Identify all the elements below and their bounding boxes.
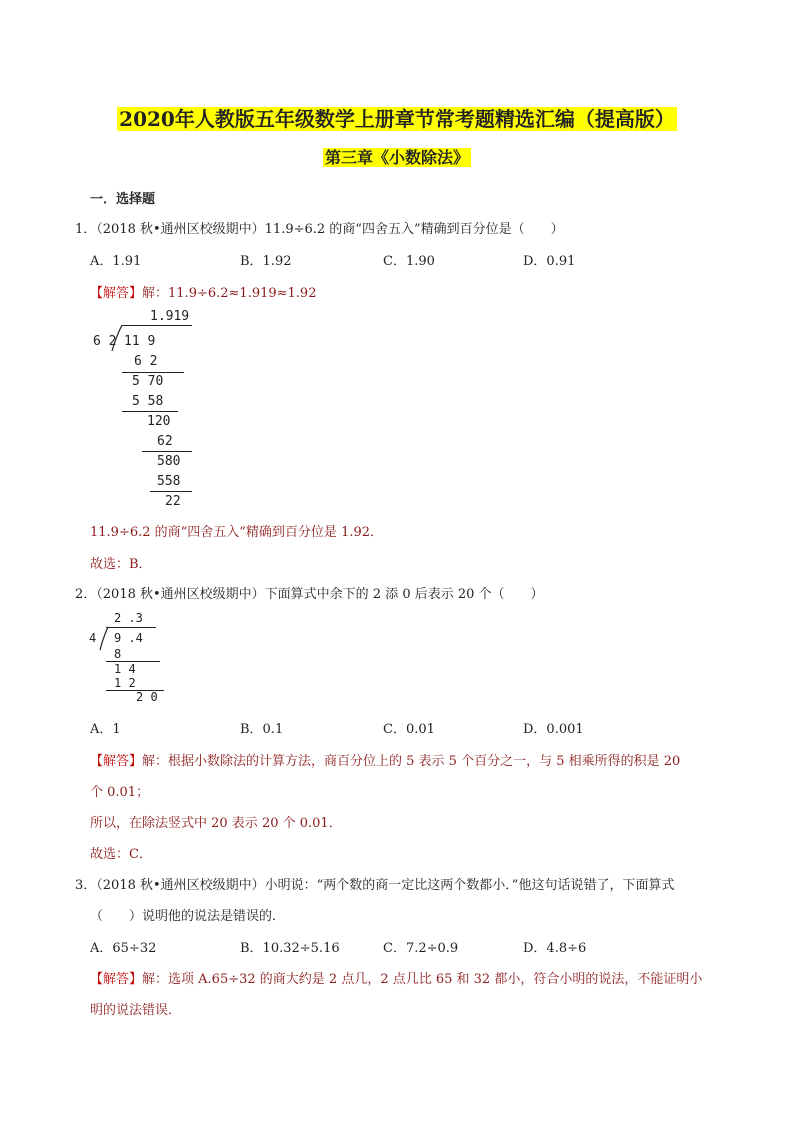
q1-conclusion: 11.9÷6.2 的商“四舍五入”精确到百分位是 1.92． bbox=[90, 525, 384, 540]
q1-division-step-2: 5 70 bbox=[132, 374, 164, 389]
q3-answer-line-2: 明的说法错误． bbox=[90, 1003, 182, 1018]
q1-division-step-8: 22 bbox=[165, 494, 181, 509]
q2-division-bracket bbox=[96, 624, 112, 652]
question-3-stem-line-1: 3．（2018 秋•通州区校级期中）小明说：“两个数的商一定比这两个数都小．”他这句话说错了，下面算式 bbox=[75, 878, 675, 893]
q1-division-step-6: 580 bbox=[157, 454, 181, 469]
q3-option-b: B．10.32÷5.16 bbox=[240, 941, 340, 956]
section-heading: 一．选择题 bbox=[90, 192, 156, 207]
q1-division-rule-2 bbox=[122, 411, 178, 412]
q2-answer-text: 解：根据小数除法的计算方法，商百分位上的 5 表示 5 个百分之一，与 5 相乘所得的积是 20 bbox=[142, 754, 681, 769]
q2-division-step-3: 1 2 bbox=[114, 676, 136, 690]
q3-answer-text: 解：选项 A.65÷32 的商大约是 2 点几，2 点几比 65 和 32 都小，符合小明的说法，不能证明小 bbox=[142, 972, 703, 987]
q2-answer-tag: 【解答】 bbox=[90, 754, 143, 769]
q1-division-step-4: 120 bbox=[147, 414, 171, 429]
q1-option-b: B．1.92 bbox=[240, 254, 292, 269]
q2-answer-line-2: 个 0.01； bbox=[90, 785, 150, 800]
q1-division-rule-3 bbox=[142, 451, 192, 452]
q2-choice: 故选：C． bbox=[90, 847, 152, 862]
q1-division-step-5: 62 bbox=[157, 434, 173, 449]
q3-option-a: A．65÷32 bbox=[90, 941, 157, 956]
question-2-stem: 2．（2018 秋•通州区校级期中）下面算式中余下的 2 添 0 后表示 20 个（ ） bbox=[75, 587, 544, 602]
q3-option-d: D．4.8÷6 bbox=[523, 941, 587, 956]
q2-division-dividend: 9 .4 bbox=[114, 631, 143, 645]
q2-option-c: C．0.01 bbox=[383, 722, 435, 737]
q2-option-b: B．0.1 bbox=[240, 722, 284, 737]
q1-division-quotient: 1.919 bbox=[150, 309, 190, 324]
q3-answer-line-1 bbox=[90, 968, 702, 987]
document-title-text: 2020年人教版五年级数学上册章节常考题精选汇编（提高版） bbox=[119, 107, 675, 131]
q2-option-d: D．0.001 bbox=[523, 722, 584, 737]
q2-division-divisor: 4 bbox=[89, 631, 97, 645]
q1-division-rule-1 bbox=[122, 372, 184, 373]
q2-division-step-4: 2 0 bbox=[136, 690, 158, 704]
q1-option-a: A．1.91 bbox=[90, 254, 142, 269]
q1-division-step-7: 558 bbox=[157, 474, 181, 489]
q2-answer-line-1 bbox=[90, 750, 680, 769]
q2-division-step-2: 1 4 bbox=[114, 662, 136, 676]
q1-division-top-line bbox=[122, 325, 192, 326]
q2-division-step-1: 8 bbox=[114, 647, 122, 661]
chapter-title bbox=[0, 145, 794, 168]
q1-division-dividend: 11 9 bbox=[124, 334, 156, 349]
q1-division-divisor: 6 2 bbox=[93, 334, 117, 349]
q1-division-rule-4 bbox=[150, 491, 192, 492]
q2-option-a: A．1 bbox=[90, 722, 121, 737]
document-title bbox=[0, 103, 794, 132]
question-1-stem: 1．（2018 秋•通州区校级期中）11.9÷6.2 的商“四舍五入”精确到百分位是（ ） bbox=[75, 222, 564, 237]
q1-answer-tag: 【解答】 bbox=[90, 286, 143, 301]
q1-answer-text: 解：11.9÷6.2≈1.919≈1.92 bbox=[142, 286, 317, 301]
q2-division-quotient: 2 .3 bbox=[114, 611, 143, 625]
q1-answer bbox=[90, 282, 316, 301]
q2-answer-line-3: 所以，在除法竖式中 20 表示 20 个 0.01． bbox=[90, 816, 342, 831]
q3-answer-tag: 【解答】 bbox=[90, 972, 143, 987]
q1-choice: 故选：B． bbox=[90, 557, 152, 572]
q2-division-top-line bbox=[106, 627, 156, 628]
q3-option-c: C．7.2÷0.9 bbox=[383, 941, 459, 956]
q1-division-step-1: 6 2 bbox=[134, 354, 158, 369]
chapter-title-text: 第三章《小数除法》 bbox=[324, 148, 469, 167]
question-3-stem-line-2: （ ）说明他的说法是错误的． bbox=[90, 909, 286, 924]
q1-option-d: D．0.91 bbox=[523, 254, 576, 269]
q1-division-step-3: 5 58 bbox=[132, 394, 164, 409]
q1-option-c: C．1.90 bbox=[383, 254, 435, 269]
